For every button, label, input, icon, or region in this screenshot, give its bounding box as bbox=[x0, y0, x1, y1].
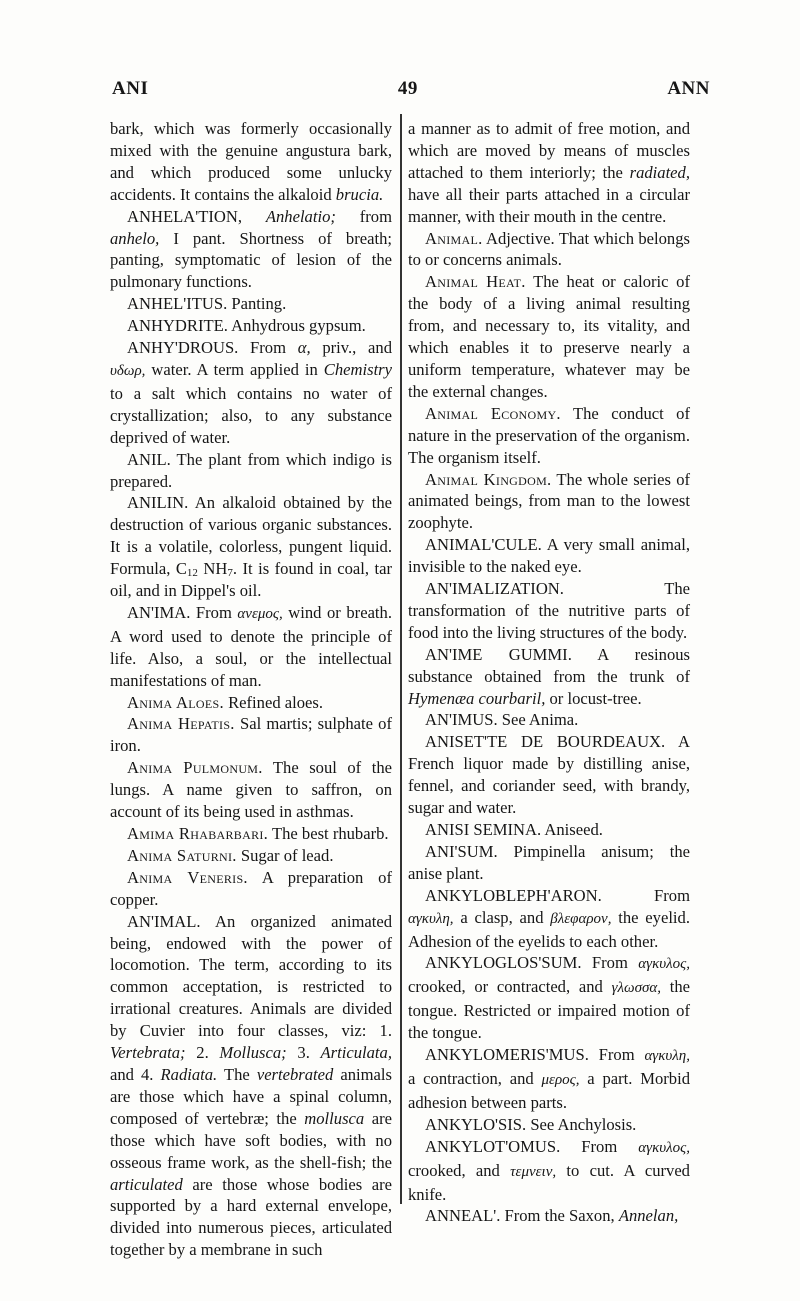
entry-continuation: bark, which was formerly occasionally mixed with the genuine angustura bark, and which produced some unlucky accidents. It contains the alkaloid brucia. bbox=[110, 119, 392, 204]
right-column bbox=[408, 118, 690, 1227]
entry-anima-rhabarbari: Amima Rhabarbari. The best rhubarb. bbox=[127, 824, 389, 843]
entry-animal-heat: Animal Heat. The heat or caloric of the body of a living animal resulting from, and necessary to, its vitality, and which enables it to preserve nearly a uniform temperature, whatever may be the external changes. bbox=[408, 272, 690, 401]
entry-animal-economy: Animal Economy. The conduct of nature in the preservation of the organism. The organism itself. bbox=[408, 403, 691, 467]
entry-animalcule: ANIMAL'CULE. A very small animal, invisible to the naked eye. bbox=[408, 535, 690, 577]
entry-animal-continuation: a manner as to admit of free motion, and which are moved by means of muscles attached to them interiorly; the radiated, have all their parts attached in a circular manner, with their mouth in the centre. bbox=[408, 119, 690, 226]
column-divider bbox=[400, 114, 402, 1204]
entry-anime-gummi: AN'IME GUMMI. A resinous substance obtained from the trunk of Hymenæa courbaril, or locust-tree. bbox=[408, 644, 690, 708]
header-right-guide-word: ANN bbox=[667, 78, 710, 99]
entry-anima-veneris: Anima Veneris. A preparation of copper. bbox=[110, 867, 392, 909]
entry-animalization: AN'IMALIZATION. The transformation of the nutritive parts of food into the living structures of the body. bbox=[408, 579, 690, 642]
entry-anhydrite: ANHYDRITE. Anhydrous gypsum. bbox=[127, 316, 366, 336]
entry-anhelation: ANHELA'TION, Anhelatio; from anhelo, I pant. Shortness of breath; panting, symptomatic of lesion of the pulmonary functions. bbox=[110, 206, 393, 292]
entry-anisette: ANISET'TE DE BOURDEAUX. A French liquor made by distilling anise, fennel, and coriander seed, with brandy, sugar and water. bbox=[408, 732, 690, 818]
entry-ankylomerismus: ANKYLOMERIS'MUS. From αγκυλη, a contraction, and μερος, a part. Morbid adhesion between parts. bbox=[408, 1045, 690, 1112]
entry-anima-hepatis: Anima Hepatis. Sal martis; sulphate of iron. bbox=[110, 714, 392, 756]
left-column bbox=[110, 118, 392, 1261]
entry-anil: ANIL. The plant from which indigo is prepared. bbox=[110, 449, 392, 491]
entry-anima-pulmonum: Anima Pulmonum. The soul of the lungs. A name given to saffron, on account of its being used in asthmas. bbox=[110, 758, 392, 822]
entry-anhydrous: ANHY'DROUS. From α, priv., and υδωρ, water. A term applied in Chemistry to a salt which contains no water of crystallization; also, to any substance deprived of water. bbox=[110, 338, 392, 447]
running-header bbox=[112, 78, 710, 100]
entry-ankyloglossum: ANKYLOGLOS'SUM. From αγκυλος, crooked, or contracted, and γλωσσα, the tongue. Restricted or impaired motion of the tongue. bbox=[408, 953, 691, 1043]
header-left-guide-word: ANI bbox=[112, 78, 149, 99]
entry-anhelitus: ANHEL'ITUS. Panting. bbox=[127, 294, 287, 314]
entry-animal: AN'IMAL. An organized animated being, endowed with the power of locomotion. The term, according to its common acceptation, is restricted to irrational creatures. Animals are divided by Cuvier into four classes, viz: 1. Vertebrata; 2. Mollusca; 3. Articulata, and 4. Radiata. The vertebrated animals are those which have a spinal column, composed of vertebræ; the mollusca are those which have soft bodies, with no osseous frame work, as the shell-fish; the articulated are those whose bodies are supported by a hard external envelope, divided into numerous pieces, articulated together by a membrane in such bbox=[110, 911, 392, 1260]
entry-anima-saturni: Anima Saturni. Sugar of lead. bbox=[127, 845, 334, 865]
entry-animal-adjective: Animal. Adjective. That which belongs to or concerns animals. bbox=[408, 228, 690, 270]
entry-anisum: ANI'SUM. Pimpinella anisum; the anise plant. bbox=[408, 841, 690, 883]
entry-anisi-semina: ANISI SEMINA. Aniseed. bbox=[425, 820, 603, 839]
page-number: 49 bbox=[397, 78, 418, 99]
entry-ankylotomus: ANKYLOT'OMUS. From αγκυλος, crooked, and τεμνειν, to cut. A curved knife. bbox=[408, 1136, 690, 1204]
entry-ankyloblepharon: ANKYLOBLEPH'ARON. From αγκυλη, a clasp, and βλεφαρον, the eyelid. Adhesion of the eyelids to each other. bbox=[408, 885, 690, 951]
entry-anima-aloes: Anima Aloes. Refined aloes. bbox=[127, 692, 324, 712]
entry-anilin: ANILIN. An alkaloid obtained by the destruction of various organic substances. It is a volatile, colorless, pungent liquid. Formula, $C_{12}$ $NH_7$. It is found in coal, tar oil, and in Dippel's oil. bbox=[110, 493, 392, 601]
entry-anima: AN'IMA. From ανεμος, wind or breath. A word used to denote the principle of life. Also, a soul, or the intellectual manifestations of man. bbox=[110, 602, 392, 690]
entry-ankylosis: ANKYLO'SIS. See Anchylosis. bbox=[425, 1114, 637, 1134]
entry-anneal: ANNEAL'. From the Saxon, Annelan, bbox=[425, 1206, 679, 1226]
entry-animus: AN'IMUS. See Anima. bbox=[425, 710, 579, 730]
entry-animal-kingdom: Animal Kingdom. The whole series of animated beings, from man to the lowest zoophyte. bbox=[408, 469, 691, 533]
